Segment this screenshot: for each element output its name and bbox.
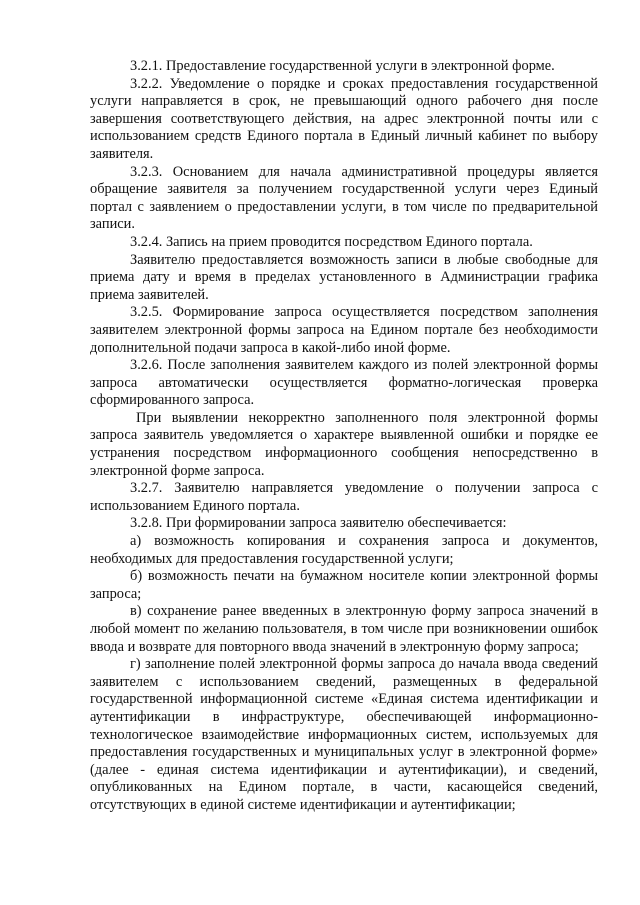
list-item-v: в) сохранение ранее введенных в электронную форму запроса значений в любой момент по желанию пользователя, в том числе при возникновении ошибок ввода и возврате для повторного ввода значений в электронную форму запроса; xyxy=(90,603,598,655)
paragraph-error-notification: При выявлении некорректно заполненного поля электронной формы запроса заявитель уведомляется о характере выявленной ошибки и порядке ее устранения посредством информационного сообщения непосредственно в электронной форме запроса. xyxy=(90,409,598,479)
list-item-g: г) заполнение полей электронной формы запроса до начала ввода сведений заявителем с использованием сведений, размещенных в федеральной государственной информационной системе «Единая система идентификации и аутентификации в инфраструктуре, обеспечивающей информационно-технологическое взаимодействие информационных систем, используемых для предоставления государственных и муниципальных услуг в электронной форме» (далее - единая система идентификации и аутентификации), и сведений, опубликованных на Едином портале, в части, касающейся сведений, отсутствующих в единой системе идентификации и аутентификации; xyxy=(90,656,598,813)
paragraph-3-2-8: 3.2.8. При формировании запроса заявителю обеспечивается: xyxy=(130,515,507,532)
paragraph-3-2-3: 3.2.3. Основанием для начала административной процедуры является обращение заявителя за получением государственной услуги через Единый портал с заявлением о предоставлении услуги, в том числе по предварительной записи. xyxy=(90,163,598,233)
list-item-a: а) возможность копирования и сохранения запроса и документов, необходимых для предоставления государственной услуги; xyxy=(90,533,598,567)
paragraph-3-2-4: 3.2.4. Запись на прием проводится посредством Единого портала. xyxy=(130,233,533,250)
list-item-b: б) возможность печати на бумажном носителе копии электронной формы запроса; xyxy=(90,568,598,602)
paragraph-3-2-1: 3.2.1. Предоставление государственной услуги в электронной форме. xyxy=(130,58,555,74)
paragraph-appointment-options: Заявителю предоставляется возможность записи в любые свободные для приема дату и время в пределах установленного в Администрации графика приема заявителей. xyxy=(90,251,598,303)
paragraph-3-2-2: 3.2.2. Уведомление о порядке и сроках предоставления государственной услуги направляется в срок, не превышающий одного рабочего дня после завершения соответствующего действия, на адрес электронной почты или с использованием средств Единого портала в Единый личный кабинет по выбору заявителя. xyxy=(90,75,598,162)
paragraph-3-2-6: 3.2.6. После заполнения заявителем каждого из полей электронной формы запроса автоматически осуществляется форматно-логическая проверка сформированного запроса. xyxy=(90,357,598,409)
paragraph-3-2-5: 3.2.5. Формирование запроса осуществляется посредством заполнения заявителем электронной формы запроса на Едином портале без необходимости дополнительной подачи запроса в какой-либо иной форме. xyxy=(90,304,598,356)
document-page xyxy=(90,58,598,815)
paragraph-3-2-7: 3.2.7. Заявителю направляется уведомление о получении запроса с использованием Единого портала. xyxy=(90,480,598,514)
